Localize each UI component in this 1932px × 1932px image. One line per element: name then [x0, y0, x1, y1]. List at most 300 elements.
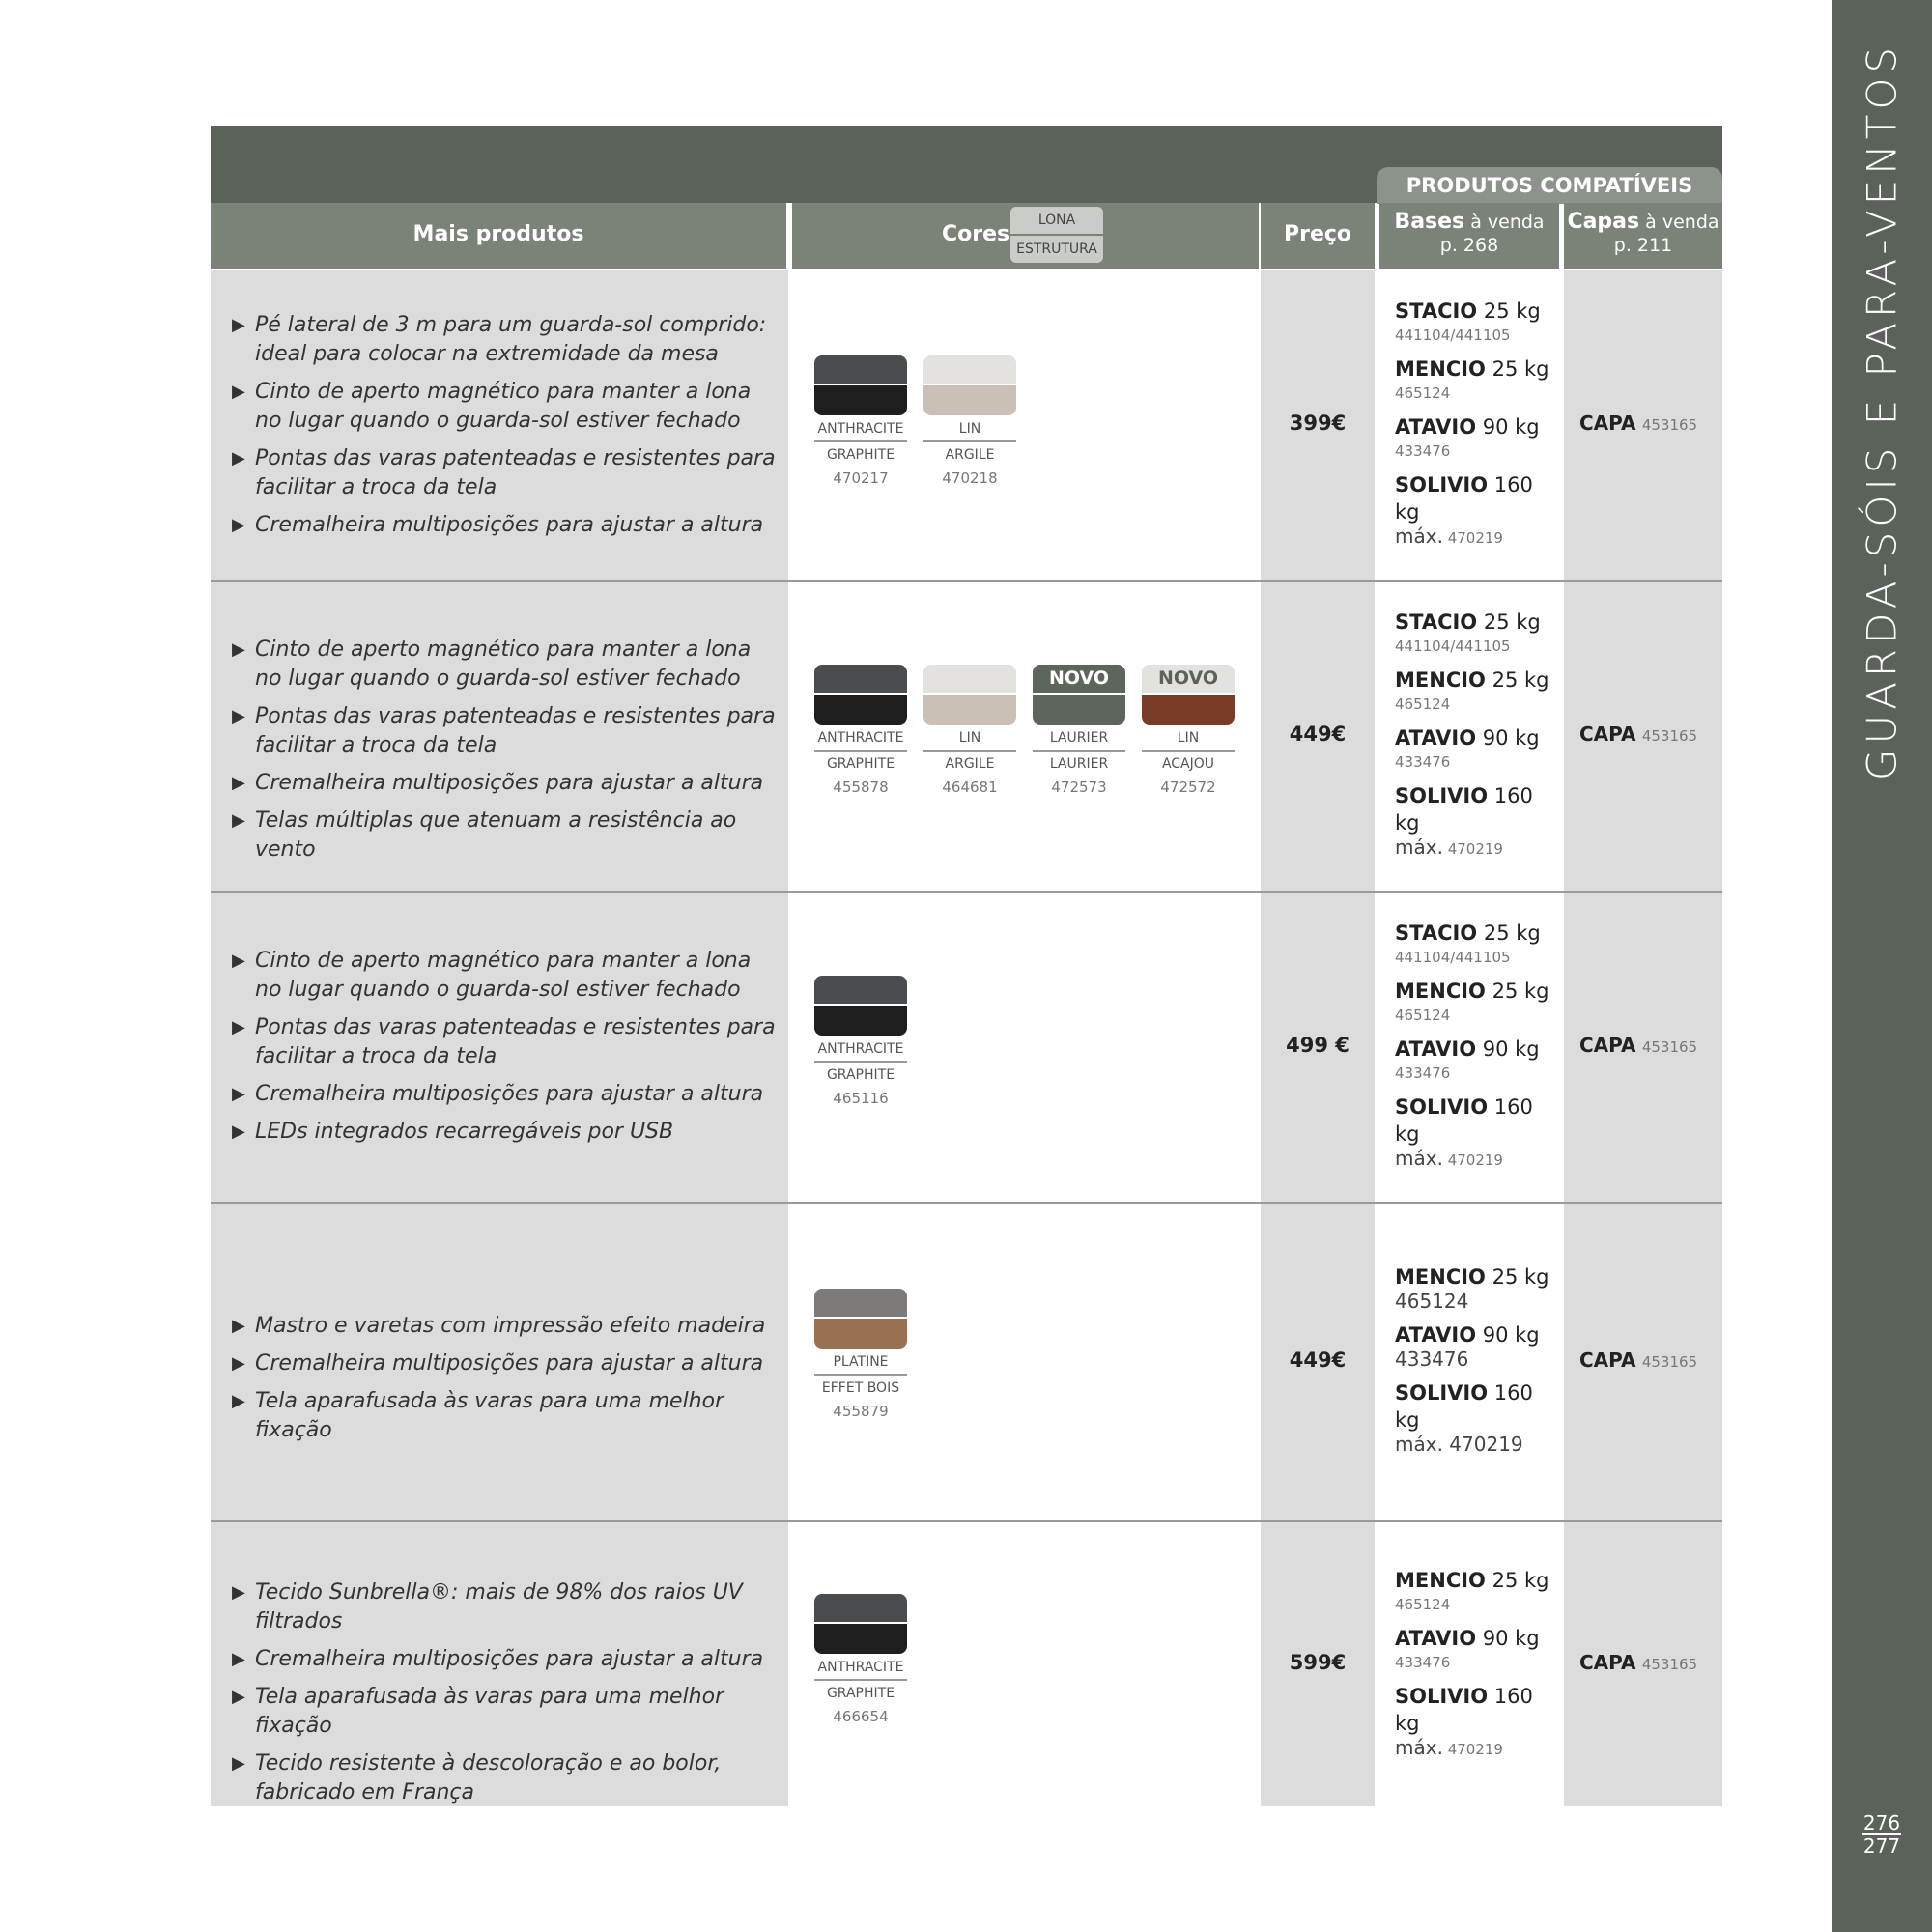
base-entry: [1395, 782, 1559, 860]
base-name: SOLIVIO: [1395, 1381, 1489, 1405]
base-code: 441104/441105: [1395, 327, 1511, 344]
swatch-estrutura-name: GRAPHITE: [826, 447, 895, 463]
capa-code: 453165: [1641, 1353, 1698, 1371]
base-code: 470219: [1447, 529, 1503, 547]
base-code-line: [1395, 1349, 1559, 1370]
base-code-line: [1395, 325, 1559, 346]
header-capas-label: Capas: [1567, 210, 1640, 234]
bullet-arrow-icon: ▶: [232, 773, 245, 793]
feature-text: Cremalheira multiposições para ajustar a altura: [255, 1647, 764, 1671]
base-weight: 160 kg: [1395, 1381, 1533, 1432]
base-name: SOLIVIO: [1395, 784, 1489, 808]
swatch-estrutura-color: [814, 1006, 907, 1036]
header-preco-label: Preço: [1283, 222, 1352, 246]
cell-capas: [1564, 582, 1722, 891]
base-name-line: [1395, 1264, 1559, 1291]
base-code-line: [1395, 526, 1559, 549]
feature-text: Telas múltiplas que atenuam a resistência ao vento: [255, 809, 737, 862]
base-weight: 25 kg: [1492, 980, 1549, 1003]
swatch-lona-name: ANTHRACITE: [814, 728, 907, 752]
feature-text: Pontas das varas patenteadas e resistentes para facilitar a troca da tela: [255, 446, 776, 499]
compatible-capa: [1579, 1651, 1697, 1674]
swatch-estrutura-name: LAURIER: [1049, 756, 1109, 772]
base-name-line: [1395, 782, 1559, 837]
cell-bases: [1379, 1204, 1559, 1520]
feature-item: [232, 1118, 782, 1147]
color-swatch: [814, 665, 907, 798]
base-entry: [1395, 920, 1559, 968]
bullet-arrow-icon: ▶: [232, 1122, 245, 1142]
base-max: máx.: [1395, 1736, 1443, 1759]
base-code: 441104/441105: [1395, 638, 1511, 655]
base-code: 433476: [1395, 1348, 1469, 1371]
feature-text: Cinto de aperto magnético para manter a lona no lugar quando o guarda-sol estiver fechado: [255, 949, 752, 1002]
feature-text: Cremalheira multiposições para ajustar a altura: [255, 1082, 764, 1106]
base-weight: 25 kg: [1492, 1265, 1549, 1289]
bullet-arrow-icon: ▶: [232, 1391, 245, 1411]
compatible-products-header: PRODUTOS COMPATÍVEIS: [1377, 167, 1722, 204]
base-weight: 25 kg: [1483, 611, 1541, 634]
compatible-capa: [1579, 723, 1697, 746]
base-code-line: [1395, 1148, 1559, 1171]
feature-list: [232, 311, 782, 549]
table-row: [211, 582, 1722, 891]
capa-label: CAPA: [1579, 412, 1636, 435]
base-name: MENCIO: [1395, 668, 1486, 692]
swatch-lona-color: [814, 665, 907, 693]
base-name: STACIO: [1395, 299, 1478, 323]
capa-code: 453165: [1641, 1656, 1698, 1673]
base-name-line: [1395, 355, 1559, 383]
bullet-arrow-icon: ▶: [232, 1649, 245, 1669]
base-max: máx.: [1395, 836, 1443, 859]
swatch-estrutura-name: ACAJOU: [1161, 756, 1215, 772]
compatible-capa: [1579, 1349, 1697, 1372]
header-capas-page: p. 211: [1613, 235, 1673, 256]
feature-item: [232, 378, 782, 436]
swatch-code: 472572: [1160, 779, 1216, 796]
feature-item: [232, 807, 782, 865]
swatch-lona-name: LIN: [1142, 728, 1235, 752]
base-code-line: [1395, 1594, 1559, 1615]
swatch-chip: [814, 665, 907, 724]
swatch-estrutura-color: [1142, 695, 1235, 724]
price-value: 449€: [1289, 1349, 1347, 1372]
feature-text: Cremalheira multiposições para ajustar a altura: [255, 513, 764, 537]
base-weight: 160 kg: [1395, 1685, 1533, 1735]
base-name: STACIO: [1395, 611, 1478, 634]
swatch-estrutura-color: [814, 695, 907, 724]
header-bases-label: Bases: [1394, 210, 1465, 234]
bullet-arrow-icon: ▶: [232, 1084, 245, 1104]
feature-item: [232, 311, 782, 369]
swatch-code: 472573: [1051, 779, 1107, 796]
color-swatch: [1142, 665, 1235, 798]
base-code-line: [1395, 1652, 1559, 1673]
base-name-line: [1395, 724, 1559, 752]
bullet-arrow-icon: ▶: [232, 382, 245, 402]
price-value: 499 €: [1286, 1034, 1350, 1057]
swatch-chip: [923, 665, 1016, 724]
bullet-arrow-icon: ▶: [232, 951, 245, 971]
base-code: 465124: [1395, 1007, 1451, 1024]
cell-products: [211, 1204, 788, 1520]
base-max: máx.: [1395, 1147, 1443, 1170]
base-weight: 90 kg: [1482, 415, 1540, 439]
base-entry: [1395, 413, 1559, 462]
cell-products: [211, 893, 788, 1202]
page-number-right: 277: [1862, 1834, 1901, 1858]
swatch-lona-name: PLATINE: [814, 1352, 907, 1376]
base-code-line: [1395, 837, 1559, 860]
feature-list: [232, 1312, 782, 1454]
base-name: MENCIO: [1395, 980, 1486, 1003]
base-code-line: [1395, 1291, 1559, 1312]
feature-text: Tela aparafusada às varas para uma melhor fixação: [255, 1685, 724, 1738]
cell-products: [211, 270, 788, 580]
compatible-capa: [1579, 1034, 1697, 1057]
cell-bases: [1379, 582, 1559, 891]
feature-list: [232, 947, 782, 1155]
swatch-lona-name: ANTHRACITE: [814, 1658, 907, 1681]
base-entry: [1395, 1379, 1559, 1455]
feature-item: [232, 1645, 782, 1674]
compatible-bases: [1395, 920, 1559, 1180]
swatch-lona-color: [923, 355, 1016, 384]
swatch-lona-name: LIN: [923, 419, 1016, 442]
base-code: 433476: [1395, 442, 1451, 460]
bullet-arrow-icon: ▶: [232, 639, 245, 660]
base-weight: 160 kg: [1395, 1095, 1533, 1146]
feature-text: Pontas das varas patenteadas e resistentes para facilitar a troca da tela: [255, 1015, 776, 1068]
swatch-lona-color: [814, 355, 907, 384]
bullet-arrow-icon: ▶: [232, 1353, 245, 1374]
base-code: 441104/441105: [1395, 949, 1511, 966]
feature-text: Cinto de aperto magnético para manter a lona no lugar quando o guarda-sol estiver fechado: [255, 638, 752, 691]
base-code: 465124: [1395, 1596, 1451, 1613]
swatch-lona-name: LAURIER: [1033, 728, 1125, 752]
swatch-estrutura-color: [814, 1624, 907, 1654]
base-name-line: [1395, 1036, 1559, 1063]
header-bases: [1379, 203, 1559, 269]
feature-text: Tecido resistente à descoloração e ao bolor, fabricado em França: [255, 1751, 722, 1804]
base-name-line: [1395, 1567, 1559, 1594]
base-weight: 25 kg: [1492, 668, 1549, 692]
base-entry: [1395, 1683, 1559, 1760]
cell-capas: [1564, 270, 1722, 580]
base-name-line: [1395, 413, 1559, 440]
compatible-capa: [1579, 412, 1697, 435]
swatch-estrutura-color: [814, 385, 907, 415]
feature-item: [232, 769, 782, 798]
feature-item: [232, 1013, 782, 1071]
swatch-chip: [923, 355, 1016, 415]
compatible-bases: [1395, 1567, 1559, 1770]
base-weight: 25 kg: [1483, 299, 1541, 323]
base-entry: [1395, 1567, 1559, 1615]
table-row: [211, 270, 1722, 580]
header-preco: [1261, 203, 1375, 269]
header-mais-produtos: [211, 203, 786, 269]
cell-price: [1261, 1522, 1375, 1806]
feature-item: [232, 702, 782, 760]
base-code: 433476: [1395, 753, 1451, 771]
novo-badge: NOVO: [1048, 668, 1110, 689]
cell-price: [1261, 893, 1375, 1202]
base-name-line: [1395, 609, 1559, 636]
base-name-line: [1395, 1379, 1559, 1434]
base-weight: 25 kg: [1492, 357, 1549, 381]
base-entry: [1395, 978, 1559, 1026]
header-bases-page: p. 268: [1439, 235, 1499, 256]
feature-item: [232, 947, 782, 1005]
swatch-estrutura-color: [814, 1319, 907, 1349]
swatch-lona-name: LIN: [923, 728, 1016, 752]
base-code-line: [1395, 383, 1559, 404]
feature-text: Cremalheira multiposições para ajustar a altura: [255, 1351, 764, 1376]
base-name: ATAVIO: [1395, 415, 1477, 439]
swatch-estrutura-name: GRAPHITE: [826, 1067, 895, 1083]
table-row: [211, 1204, 1722, 1520]
swatch-chip: [814, 1289, 907, 1349]
base-name-line: [1395, 1094, 1559, 1148]
swatch-code: 455879: [833, 1403, 889, 1420]
capa-label: CAPA: [1579, 1034, 1636, 1057]
base-weight: 160 kg: [1395, 473, 1533, 524]
cell-price: [1261, 582, 1375, 891]
base-name: ATAVIO: [1395, 1037, 1477, 1061]
page-number-left: 276: [1862, 1811, 1901, 1834]
bullet-arrow-icon: ▶: [232, 515, 245, 535]
feature-item: [232, 511, 782, 540]
price-value: 399€: [1289, 412, 1347, 435]
header-mais-produtos-label: Mais produtos: [412, 222, 584, 246]
base-name-line: [1395, 1625, 1559, 1652]
swatch-chip: [1142, 665, 1235, 724]
base-name-line: [1395, 298, 1559, 325]
base-code: 433476: [1395, 1654, 1451, 1671]
base-weight: 160 kg: [1395, 784, 1533, 835]
color-swatch: [814, 1594, 907, 1727]
swatch-lona-color: [814, 1594, 907, 1622]
base-entry: [1395, 609, 1559, 657]
base-entry: [1395, 1094, 1559, 1171]
base-entry: [1395, 1625, 1559, 1673]
header-capas: [1564, 203, 1722, 269]
base-weight: 90 kg: [1482, 726, 1540, 750]
bullet-arrow-icon: ▶: [232, 1753, 245, 1774]
color-swatch: [1033, 665, 1125, 798]
cell-bases: [1379, 1522, 1559, 1806]
swatch-code: 466654: [833, 1708, 889, 1725]
swatch-chip: [1033, 665, 1125, 724]
swatch-lona-name: ANTHRACITE: [814, 1039, 907, 1063]
base-code-line: [1395, 1737, 1559, 1760]
cell-price: [1261, 270, 1375, 580]
swatch-code: 470217: [833, 469, 889, 487]
swatch-code: 470218: [942, 469, 998, 487]
cell-bases: [1379, 893, 1559, 1202]
swatch-estrutura-name: ARGILE: [945, 756, 995, 772]
color-swatch: [814, 976, 907, 1109]
swatch-estrutura-color: [1033, 695, 1125, 724]
cell-capas: [1564, 893, 1722, 1202]
base-code-line: [1395, 1063, 1559, 1084]
base-entry: [1395, 355, 1559, 404]
base-weight: 90 kg: [1482, 1037, 1540, 1061]
base-name: STACIO: [1395, 922, 1478, 945]
base-entry: [1395, 298, 1559, 346]
swatch-estrutura-color: [923, 385, 1016, 415]
table-row: [211, 1522, 1722, 1806]
base-code: 433476: [1395, 1065, 1451, 1082]
swatch-estrutura-name: GRAPHITE: [826, 1686, 895, 1701]
bullet-arrow-icon: ▶: [232, 1316, 245, 1336]
capa-label: CAPA: [1579, 1349, 1636, 1372]
header-cores-label: Cores: [942, 222, 1010, 246]
cell-bases: [1379, 270, 1559, 580]
base-name: SOLIVIO: [1395, 473, 1489, 497]
feature-text: Pé lateral de 3 m para um guarda-sol comprido: ideal para colocar na extremidade da mesa: [255, 313, 767, 366]
feature-text: Cinto de aperto magnético para manter a lona no lugar quando o guarda-sol estiver fechado: [255, 380, 752, 433]
feature-item: [232, 1312, 782, 1341]
base-code: 465124: [1395, 696, 1451, 713]
feature-item: [232, 1350, 782, 1378]
base-name-line: [1395, 471, 1559, 526]
feature-text: Pontas das varas patenteadas e resistentes para facilitar a troca da tela: [255, 704, 776, 757]
base-max: máx.: [1395, 525, 1443, 548]
base-name: ATAVIO: [1395, 1627, 1477, 1650]
base-name: SOLIVIO: [1395, 1095, 1489, 1119]
base-entry: [1395, 667, 1559, 715]
feature-text: Mastro e varetas com impressão efeito madeira: [255, 1314, 766, 1338]
base-entry: [1395, 1036, 1559, 1084]
cell-products: [211, 1522, 788, 1806]
base-name: SOLIVIO: [1395, 1685, 1489, 1708]
bullet-arrow-icon: ▶: [232, 1017, 245, 1037]
price-value: 599€: [1289, 1651, 1347, 1674]
base-weight: 90 kg: [1482, 1627, 1540, 1650]
swatch-estrutura-name: ARGILE: [945, 447, 995, 463]
base-code-line: [1395, 947, 1559, 968]
legend-estrutura: ESTRUTURA: [1010, 236, 1103, 263]
capa-label: CAPA: [1579, 723, 1636, 746]
price-value: 449€: [1289, 723, 1347, 746]
swatch-estrutura-name: GRAPHITE: [826, 756, 895, 772]
lona-estrutura-legend: [1010, 207, 1103, 263]
feature-text: Tela aparafusada às varas para uma melhor fixação: [255, 1389, 724, 1442]
feature-item: [232, 1683, 782, 1741]
cell-price: [1261, 1204, 1375, 1520]
base-code-line: [1395, 694, 1559, 715]
cell-capas: [1564, 1204, 1722, 1520]
bullet-arrow-icon: ▶: [232, 315, 245, 335]
swatch-code: 455878: [833, 779, 889, 796]
base-name: MENCIO: [1395, 1265, 1486, 1289]
feature-list: [232, 1578, 782, 1816]
base-max: máx.: [1395, 1433, 1443, 1456]
novo-badge: NOVO: [1157, 668, 1219, 689]
color-swatch: [923, 355, 1016, 489]
feature-item: [232, 1080, 782, 1109]
feature-item: [232, 1578, 782, 1636]
page-numbers: [1832, 1812, 1932, 1857]
capa-code: 453165: [1641, 727, 1698, 745]
swatch-chip: [814, 1594, 907, 1654]
feature-text: Tecido Sunbrella®: mais de 98% dos raios UV filtrados: [255, 1580, 743, 1634]
base-name-line: [1395, 978, 1559, 1005]
base-code: 470219: [1447, 1741, 1503, 1758]
base-name: ATAVIO: [1395, 726, 1477, 750]
feature-item: [232, 636, 782, 694]
table-row: [211, 893, 1722, 1202]
section-title-vertical: [1832, 0, 1932, 792]
base-code-line: [1395, 1434, 1559, 1455]
base-code-line: [1395, 1005, 1559, 1026]
base-code-line: [1395, 440, 1559, 462]
feature-item: [232, 1387, 782, 1445]
bullet-arrow-icon: ▶: [232, 706, 245, 726]
swatch-lona-color: [923, 665, 1016, 693]
swatch-code: 464681: [942, 779, 998, 796]
color-swatch: [814, 355, 907, 489]
header-capas-sub: à venda: [1645, 212, 1719, 233]
swatch-estrutura-name: EFFET BOIS: [821, 1380, 900, 1396]
base-name: MENCIO: [1395, 1569, 1486, 1592]
bullet-arrow-icon: ▶: [232, 810, 245, 831]
swatch-lona-color: [814, 1289, 907, 1317]
color-swatch: [923, 665, 1016, 798]
bullet-arrow-icon: ▶: [232, 1582, 245, 1603]
base-entry: [1395, 724, 1559, 773]
feature-item: [232, 444, 782, 502]
base-code-line: [1395, 752, 1559, 773]
base-code: 465124: [1395, 1290, 1469, 1313]
base-entry: [1395, 1321, 1559, 1370]
base-name-line: [1395, 920, 1559, 947]
legend-lona: LONA: [1010, 207, 1103, 234]
cell-products: [211, 582, 788, 891]
base-entry: [1395, 1264, 1559, 1312]
feature-list: [232, 636, 782, 873]
swatch-chip: [814, 976, 907, 1036]
base-code: 465124: [1395, 384, 1451, 402]
header-bases-sub: à venda: [1470, 212, 1545, 233]
base-name-line: [1395, 1683, 1559, 1737]
compatible-bases: [1395, 1264, 1559, 1464]
base-code: 470219: [1449, 1433, 1523, 1456]
capa-label: CAPA: [1579, 1651, 1636, 1674]
base-weight: 25 kg: [1492, 1569, 1549, 1592]
base-code-line: [1395, 636, 1559, 657]
swatch-estrutura-color: [923, 695, 1016, 724]
bullet-arrow-icon: ▶: [232, 448, 245, 469]
swatch-lona-color: [814, 976, 907, 1004]
base-code: 470219: [1447, 840, 1503, 858]
section-title: GUARDA-SÓIS E PARA-VENTOS: [1858, 43, 1906, 781]
color-swatch: [814, 1289, 907, 1422]
base-name: MENCIO: [1395, 357, 1486, 381]
swatch-code: 465116: [833, 1090, 889, 1107]
base-entry: [1395, 471, 1559, 549]
feature-item: [232, 1749, 782, 1807]
base-name-line: [1395, 667, 1559, 694]
feature-text: Cremalheira multiposições para ajustar a altura: [255, 771, 764, 795]
base-name: ATAVIO: [1395, 1323, 1477, 1347]
cell-capas: [1564, 1522, 1722, 1806]
compatible-bases: [1395, 609, 1559, 869]
base-weight: 25 kg: [1483, 922, 1541, 945]
